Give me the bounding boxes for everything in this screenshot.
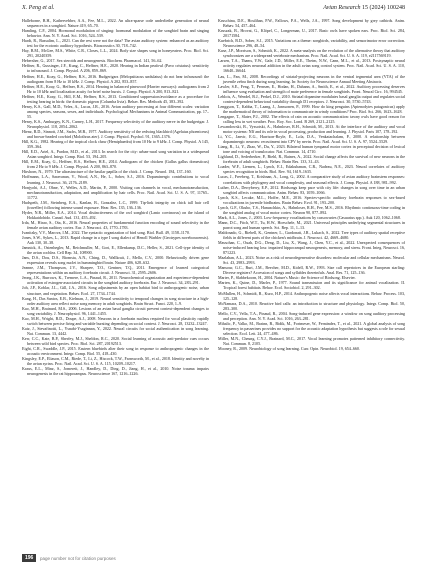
reference-entry: Hudspeth, J.M., Steinberg, E.A., Kanlan, B., Gonzalez, L.C., 1999. Tip-link integrity on chick tall hair cell (traveller) following intense sound exposure. Hear. Res. 135, 136–136. xyxy=(22,199,209,210)
reference-entry: Hardt, R., Bassalim, L., 2021. Can the rest were not the data? The avian auditory system: enhanced as an auditory test for the ecotonic auditory hypothesis. Bioacoustics 30, 718–742. xyxy=(22,38,209,49)
reference-entry: Mark, A.L., Jones, J., 2003. Low-frequency vocalizations by cassowaries (Casuarius spp.). Auk 120, 1062–1068. xyxy=(218,214,401,220)
reference-entry: Henry, K.S., Amburgey, K.N., Carney, L.H., 2017. Frequency selectivity of the auditory nerve in the budgerigar. J. Neurophysiol. 118, 2054–2062. xyxy=(22,118,209,129)
reference-entry: Katz, J., Stevaftnotti, L., Ysnabi-Ysaginnan, Y., 2022. Neural circuits for social authentication in song learning. Nat. Commun. 13, 4442. xyxy=(22,325,209,336)
reference-entry: Kuebrich, B.D., Sober, S.J., 2015. Variations on a theme: songbirds, variability, and sensorimotor error correction. Neuroscience 296, 48–54. xyxy=(218,38,405,49)
reference-entry: Jamnick, A., Ostenhegler, M., Reichmuller, M., Gori, E., Ellenkamp, D.C., Heller, S., 2021. Cell-type identity of the avian cochlea. Cell Rep. 34, 108900. xyxy=(22,245,209,256)
reference-entry: Kruschina, D.E., Houlihan, P.W., Fallows, P.A., Wells, J.A., 1997. Song development by grey catbirds. Anim. Behav. 54, 457–464. xyxy=(218,18,405,29)
reference-entry: Miller, M.N., Cheung, C.Y.J., Brainard, M.C., 2017. Vocal learning promotes patterned inhibitory connectivity. Nat. Commun. 8, 2105. xyxy=(218,335,405,346)
reference-entry: Hill, E.M., Koay, G., Heffner, R.S., Heffner, H.E., 2014. Audiogram of the chicken (Gallus gallus domesticus) from 2 Hz to 9 kHz. J. Comp. Physiol. A 200, 863–870. xyxy=(22,159,209,170)
reference-entry: Larsen, T.A., Thams, Y.W., Gale, J.D., Miller, E.E., Theim, N.W., Cann, M.L., et al., 2013. Postsynaptic neural activity regulates neuronal addition in the adult avian song control system. Proc. Natl. Acad. Sci. U. S. A. 110, 16640–16644. xyxy=(218,58,405,74)
reference-entry: Mann, D.C., Fitch, W.T., Tu, H.W., Hoeschele, M., 2021. Universal principles underlying segmental structures in parrot song and human speech. Sci. Rep. 11, 1–13. xyxy=(218,219,405,230)
reference-column-right xyxy=(218,18,405,550)
reference-entry: Jeanne, J.M., Thompson, J.V., Sharpee, T.O., Gentner, T.Q., 2011. Emergence of learned categorical representations within an auditory forebrain circuit. J. Neurosci. 31, 2595–2606. xyxy=(22,265,209,276)
reference-entry: Kraus, E.L., Minz, S., Jomereit, J., Handley, D., Ding, D., Jiang, H., et al., 2010. Noise trauma impairs neurogenesis in the rat hippocampus. Neuroscience 167, 1216–1226. xyxy=(22,366,209,377)
reference-entry: Marten, K., Quine, D., Marler, P., 1977. Sound transmission and its significance for animal vocalization. II. Tropical forest habitats. Behav. Ecol. Sociobiol. 2, 291–302. xyxy=(218,280,405,291)
reference-entry: McMullen, H., Schmidt, R., Kuro, H.P., 2014. Anthropogenic noise affects vocal interactions. Behav. Process. 103, 125–128. xyxy=(218,290,405,301)
reference-entry: Heffner, H.E., Koay, G., Hill, E.M., Heffner, R.S., 2013. Conditioned suppression/avoidance as a procedure for testing hearing in birds: the domestic pigeon (Columba livia). Behav. Res. Methods 45, 383–392. xyxy=(22,93,209,104)
reference-entry: Maldonado, G., Riebell, K., Gentner, L., Gardonati, J.R., Lukach, S., 2022. Tree types of auditory spatial receptive fields in different parts of the chicken's midbrain. J. Neurosci. 42, 4669–4680. xyxy=(218,229,405,241)
page-number: 196 xyxy=(22,554,36,562)
reference-entry: Jeong, J.K., Burrows, K., Tremere, L.A., Pinaud, R., 2011. Neurochemical organization and experience-dependent activation of estrogen-associated circuits in the songbird auditory forebrain. Eur. J. Neurosci. 34, 283–291. xyxy=(22,275,209,286)
reference-entry: Mazlahan, A.L., 2023. Noise as a risk of neurodegenerative disorders: molecular and cellular mechanisms. Neurol. Sci. 43, 2983–2993. xyxy=(218,255,405,266)
reference-entry: Halleborne, B.H., Kathervebber, A.A., Fee, M.L., 2022. An ultra-sparse code underliethe generation of neural sequences in a songbird. Nature 419, 65–70. xyxy=(22,18,209,29)
running-head-journal xyxy=(323,5,405,11)
reference-entry: Kingsley, E.P., Eliason, C.M., Riede, T., Li, Z., Hiscock, T.W., Farnsworth, M., et al., 2018. Identity and novelty in the avian syrinx. Proc. Natl. Acad. Sci. U. S. A. 115, 10209–10217. xyxy=(22,356,209,367)
reference-entry: Hoffmann, L.A., Saravanan, V., Wood, A.N., He, L., Sober, S.J., 2016. Dopaminergic contributions to vocal learning. J. Neurosci. 36, 2176–2189. xyxy=(22,174,209,185)
reference-entry: Kruszak, B., Hrovat, G., Klöpel, C., Longerman, U., 2017. Basic owls have spoken ears. Proc. Biol. Sci. 284, 20171584. xyxy=(218,28,405,39)
reference-entry: Lawler, S.E., Feng, T., Pernsen, E., Hodan, H., Dahann, A., Smith, E., et al., 2022. Auditory processing deserves influence song evaluation and strength of mate preference in female songbirds. Front. Neural Circ. 16, 994545. xyxy=(218,83,405,94)
reference-entry: Liang, R., Li, Y., Zhao, W., Du, Y., 2023. Bilateral human tympanal motor cortex in perceptual decision of lexical tone and voicing of translocator. Nat. Commun. 14, 4710. xyxy=(218,144,405,155)
reference-entry: Loader, W.F., Liemen, L., Lynch, E.I., Edakubanan, C.R., Nadeau, N.E., 2023. Neural correlates of auditory species recognition in birds. Biol. Rev. 94, 1619–1635. xyxy=(218,164,405,175)
reference-entry: Lighlund, D., Sederberker, P., Biehl, R., Baines, A., 2022. Social change affects the survival of new neurons in the forebrain of adult songbirds. Behav. Brain Res. 133, 31–43. xyxy=(218,154,405,165)
reference-entry: Kuse, J.P., Morrison, S., Schmidt, K., 2022. A meta-analysis on the evolution of the alternative theory that auditory synchronizes are a widespread vertebrate mechanism. Proc. Natl. Acad. Sci. U. S. A. 119, e2117569119. xyxy=(218,48,405,59)
reference-entry: Hebersher, G., 2017. Sex steroids and neurogenesis. Biochem. Pharmacol. 141, 56–62. xyxy=(22,58,163,64)
reference-entry: Mooney, R., 2009. Neurobiology of song learning. Curr. Opin. Neurobiol. 19, 654–660. xyxy=(218,346,360,352)
reference-entry: Hirshorn, N., 1979. The ultrastructure of the basilar papilla of the chick. J. Comp. Neurol. 184, 137–160. xyxy=(22,169,192,175)
reference-entry: Jans, D.S., Dou, D.S., Biomsta, A.N., Ching, D., Wallkrait, J., Mello, C.V., 2000. Behaviorally driven gene expression reveals song nuclei in hummingbird brain. Nature 406, 628–632. xyxy=(22,255,209,266)
reference-entry: Kang, H., Das Santos, E.B., Kielman, J., 2019. Neural sensitivity to temporal changes in song structure in a high-order auditory area reflect noise song memory in adult songbirds. Brain Struct. Funct. 220, 1–9. xyxy=(22,295,209,306)
reference-entry: Lucas, J., Freeberg, T., Krishnan, A., Long, G., 2002. A comparative study of avian auditory brainstem responses: correlations with phylogeny and vocal complexity, and seasonal effects. J. Comp. Physiol. A 188, 981–992. xyxy=(218,174,405,185)
reference-entry: Henry, K.S., Gall, M.D., Velez, A., Lucas, J.R., 2016. Avian auditory processing at four different scales: variation among species, seasons, sexes, and individuals. Psychological Mechanisms in Animal Communication, pp. 17–55. xyxy=(22,103,209,119)
reference-entry: Honjyohi, A.J., Ohne, Y., Welles, A.D., Martin, P., 2000. Visiting can channels in vocal, mechanotransduction, mechanotransduction, adaptation, and amplification by hair cells. Proc. Natl. Acad. Sci. U. S. A. 97, 11765–11772. xyxy=(22,184,209,200)
reference-entry: Lau, L., Fan, M., 2008. Recordings of striatal-projecting neurons in the ventral tegmental area (VTA) of the juvenile zebra finch during song learning. In: Society for Neuroscience Annual Meeting Abstracts. xyxy=(218,73,405,84)
reference-entry: Lewandowski, B., Vyssotski, A., Hahnloser, R.H., Schmidt, M., 2013. At the interface of the auditory and vocal motor systems: NIf and its role in vocal processing, production and learning. J. Physiol. Paris 107, 178–192. xyxy=(218,123,405,135)
reference-entry: Heffner, R., Gussinger, J.F., Kung, C., Heffner, H.E., 2020. Hearing in Indian peafowl (Pavo cristatus): sensitivity to infrasound. J. Comp. Physiol. A 206, 859–869. xyxy=(22,63,209,74)
reference-column-left xyxy=(22,18,209,550)
journal-name: Avian Research xyxy=(323,5,361,11)
reference-entry: McNamara, D.A., 2010. Reactive bird calls: an introduction to structure and physiology. Integr. Comp. Biol. 50, 283–300. xyxy=(218,300,405,311)
reference-entry: Lynch, K.S., Lecake, M.L., Hoffer, M.E., 2016. Species-specific auditory forebrain responses to sex-based vocalizations in juvenile birdbrains. Brain Behav. Evol. 91, 193–200. xyxy=(218,194,405,205)
reference-entry: Luther, D.A., Derryberry, E.P., 2012. Birdsongs keep pace with city life: changes in song over time in an urban songbird affects communication. Anim. Behav. 83, 1059–1066. xyxy=(218,184,405,195)
reference-list xyxy=(22,18,405,550)
reference-entry: Lenggson, T., Kabba, T., Laang, J., Janssonen, P., 1999. How do king penguins (Aptenodytes patagonicus) apply the mathematical theory of information to communicate in windy conditions? Proc. Biol. Sci. 266, 1623–1628. xyxy=(218,103,405,114)
reference-entry: Mihalic, P., Valko, M., Brainn, B., Bidik, M., Fortmeser, W., Fernández, T., et al., 2021. A global analysis of song frequency in passerines provides no support for the acoustic adaptation hypothesis but suggests a role for sexual selection. Ecol. Lett. 24, 477–486. xyxy=(218,320,405,336)
reference-entry: Ivanitzky, V.V., Marova, I.M., 2022. The syntactic organization of bird song. Biol. Bull. 49, 1158–1170. xyxy=(22,229,190,235)
reference-entry: Massohan, C., Ouah, D.G., Deng, D., Liu, X., Wang, J., Chen, Y.C., et al., 2022. Unexpected consequences of noise-induced hearing loss: impaired hippocampal neurogenesis, memory, and stress. Front. Integ. Neurosci. 16, 871223. xyxy=(218,240,405,256)
reference-entry: Heffner, H.E., Koay, G., Heffner, R.S., 2016. Budgerigars (Melopsittacus undulatus) do not hear infrasound: the audiogram from 8 Hz to 10 kHz. J. Comp. Physiol. A 202, 853–857. xyxy=(22,73,209,84)
reference-entry: Hill, E.D., Ariel, A., Pardon, M.D., et al., 2013. In search for the city: urban-rural song variation in a widespread Asian songbird. Integr. Comp. Biol. 53, 194–205. xyxy=(22,149,209,160)
reference-entry: Joh, J.P., Koblar, J.L., Gill, J.A., 2016. Song adjustments by an open habitat bird to anthropogenic noise, urban structure, and vegetation. Behav. Ecol. 27, 1734–1744. xyxy=(22,285,209,296)
reference-entry: Hill, K.G., 1982. Hearing of the tropical clock chaw (Hemiphaedra) from 10 Hz to 9 kHz. J. Comp. Physiol. A 145, 359–364. xyxy=(22,139,209,150)
reference-entry: Leblois, A., Wendel, B.J., Perkel, D.J., 2010. Striatal dopamine modulates basal ganglia output and regulates social context-dependent behavioral variability through D1 receptors. J. Neurosci. 30, 5730–5743. xyxy=(218,93,405,104)
reference-entry: Hamling, C.F., 2004. Hormonal modulation of singing: hormonal modulation of the songbird brain and singing behavior. Ann. N. Y. Acad. Sci. 1016, 524–539. xyxy=(22,28,209,39)
reference-entry: Hienz, R.D., Sinnott, J.M., Sachs, M.B., 1977. Auditory sensitivity of the redwing blackbird (Agelaius phoeniceus) and brown-headed cowbird (Molothrus ater). J. Comp. Physiol. Psychol. 91, 1365–1376. xyxy=(22,129,209,140)
running-head xyxy=(0,0,427,16)
running-head-authors: X. Peng et al. xyxy=(22,5,55,11)
journal-volume: 15 (2024) 100248 xyxy=(362,5,405,11)
reference-entry: Heffner, H.E., Koay, G., Heffner, R.S., 2014. Hearing in balanced pinewood (Harrier runways): audiograms from 2 Hz to 10 kHz and localization acuity for brief noise bursts. J. Comp. Physiol. A 200, 813–821. xyxy=(22,83,209,94)
reference-entry: Irda, M., Hirao, S., Ota, K., 2016. Neural properties of fundamental function encoding of sound selectivity in the female avian auditory cortex. Eur. J. Neurosci. 43, 1770–1783. xyxy=(22,219,209,230)
footer-note: page number not for citation purposes xyxy=(40,556,116,561)
page-footer xyxy=(0,550,427,568)
reference-entry: Jones, S.W., Sykes, L., 2013. Rapid change in a type I song dialect of Henoll Warbler (Geotrypes noveboracensis). Auk 130, 30–38. xyxy=(22,235,209,246)
reference-entry: Kao, M.H., Wright, B.D., Doupe, A.J., 2008. Neurons in a forebrain nucleus required for vocal plasticity rapidly switch between precise firing and variable bursting depending on social context. J. Neurosci. 28, 13232–13247. xyxy=(22,315,209,326)
reference-entry: Eight, C.R., Swaddle, J.P., 2015. Eastern bluebirds alter their song in response to anthropogenic changes in the acoustic environment. Integr. Comp. Biol. 55, 418–430. xyxy=(22,346,209,357)
reference-entry: Hay, B.M., McGee, M.S., White, C.R., Closes, L.L., 2024. Body size shapes song in honeyeaters. Proc. Biol. Sci. 291, 20240359. xyxy=(22,48,209,59)
reference-entry: Mansour, G.C., Burt, J.M., Beecher, M.D., Kidell, R.W., 1993. Size call repertoires in the European starling: Diverse registers? Accession of songs and syllables thereinfuls. Anal. Res. 71, 125–136. xyxy=(218,265,405,276)
reference-entry: Marter, P., Slabbekoorn, H., 2004. Nature's Music: the Science of Birdsong. Elsevier. xyxy=(218,275,356,281)
reference-entry: Li, Y.C., Janvir, E.G., Harrison-Boyle, E., Lola, D.A., Venkatachalam, P., 2000. A relationship between dopaminergic neurons: recruitment into CPV by nevin. Proc. Natl. Acad. Sci. U. S. A. 97, 5524–5529. xyxy=(218,134,405,145)
reference-entry: Lengagne, T., Slater, P.J., 2002. The effects of rain on acoustic communication: tawny owls have good reason for calling less in wet weather. Proc. Roy. Soc. Lond. B 269, 2121–2125. xyxy=(218,113,405,124)
reference-entry: Kao, M.H., Brainard, M.S., 2006. Lesions of an avian basal ganglia circuit prevent context-dependent changes to song variability. J. Neurophysiol. 96, 1441–1455. xyxy=(22,305,209,316)
reference-entry: Mello, C.V., Vella, T.A., Pinaud, R., 2004. Song-induced gene expression: a window on song auditory processing and perception. Ann. N. Y. Acad. Sci. 1016, 263–281. xyxy=(218,310,405,321)
reference-entry: Lynch, G.F., Okubo, T.S., Hanuschkin, A., Hahnloser, R.H., Fee, M.S., 2016. Rhythmic continuous-time coding in the songbird analog of vocal motor cortex. Neuron 90, 877–892. xyxy=(218,204,405,215)
reference-entry: Kerr, C.C., Kate, B.P., Sherfey, M.J., Sheldon, R.C., 2020. Social learning of acoustic anti-predator cues occurs between wild bird species. Proc. Biol. Sci. 287, 20192513. xyxy=(22,335,209,346)
reference-entry: Hyder, N.R., Miller, E.A., 2014. Vocal distinctiveness of the owl songbird (Lanio corvinorus) on the island of Hokkaidohido. Canad. Aud. 131, 455–492. xyxy=(22,209,209,220)
